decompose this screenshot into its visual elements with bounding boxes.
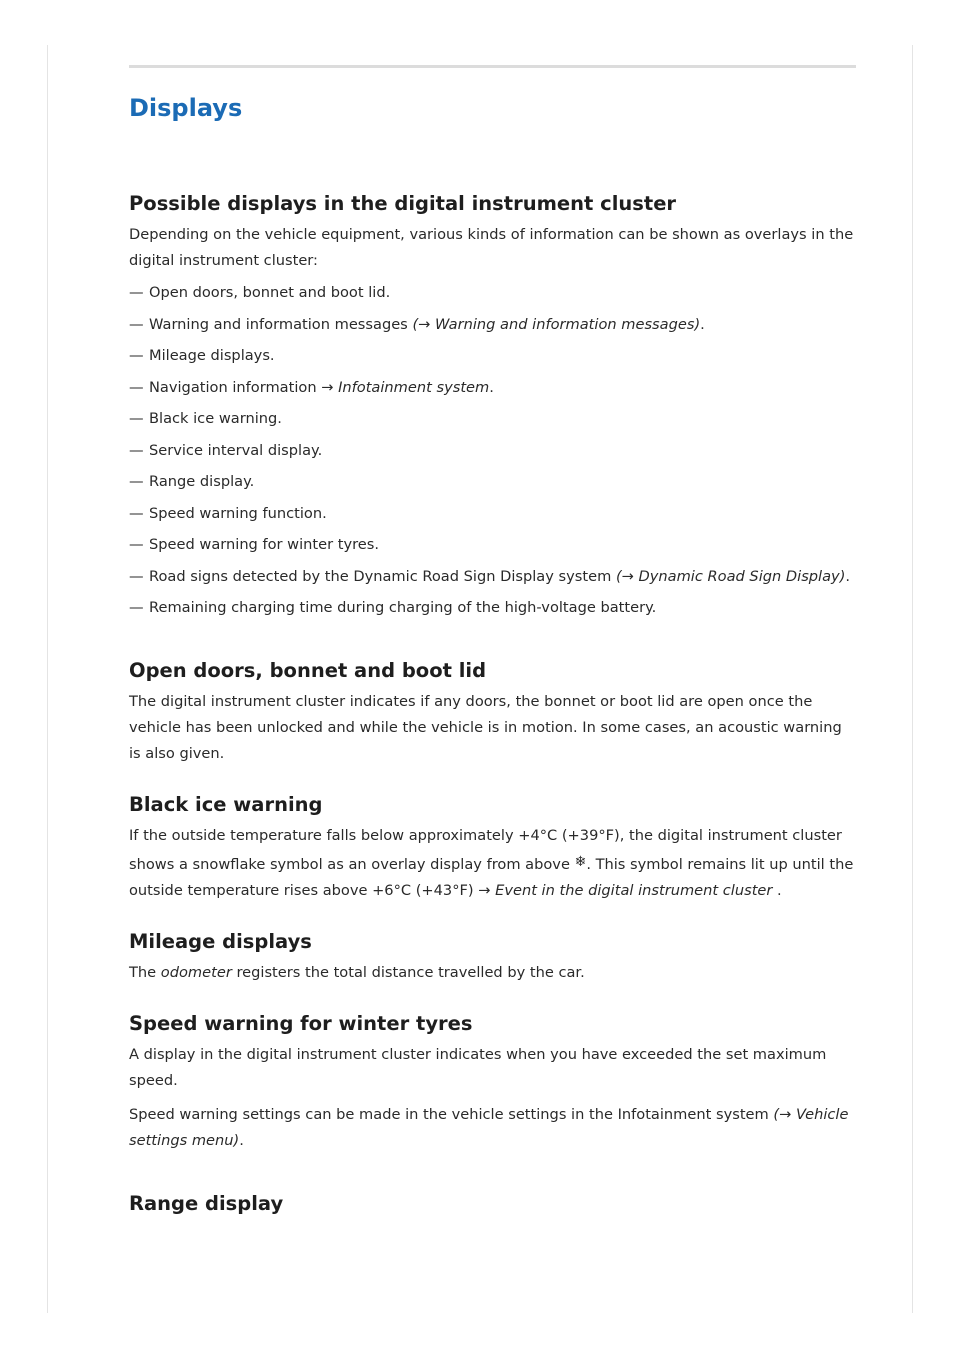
arrow-right-icon: →: [321, 378, 334, 396]
cross-reference-link[interactable]: Warning and information messages): [430, 315, 701, 333]
section-heading: Speed warning for winter tyres: [129, 1012, 473, 1035]
list-dash: —: [129, 504, 144, 522]
section-possible-displays: [129, 190, 856, 621]
list-item-text: Remaining charging time during charging of the high-voltage battery.: [149, 599, 657, 616]
list-item-text: Road signs detected by the Dynamic Road Sign Display system: [149, 567, 616, 585]
right-margin-line: [912, 45, 913, 1313]
cross-reference-link[interactable]: Vehicle settings menu): [129, 1106, 849, 1149]
term-odometer: odometer: [160, 964, 232, 981]
section-heading: Range display: [129, 1192, 284, 1215]
cross-reference-link[interactable]: Infotainment system: [333, 378, 490, 396]
paren: (: [773, 1106, 780, 1123]
list-dash: —: [129, 599, 144, 616]
snowflake-icon: ❄: [574, 854, 587, 870]
list-item: [129, 343, 856, 369]
section-intro: Depending on the vehicle equipment, various kinds of information can be shown as overlays in the digital instrument cluster:: [129, 226, 854, 269]
punctuation: .: [777, 882, 782, 899]
punctuation: .: [845, 567, 851, 585]
body-text: If the outside temperature falls below approximately +4°C (+39°F), the digital instrument cluster shows a snowflake symbol as an overlay display from above: [129, 827, 842, 873]
section-body: The digital instrument cluster indicates if any doors, the bonnet or boot lid are open once the vehicle has been unlocked and while the vehicle is in motion. In some cases, an acoustic warning is also given.: [129, 693, 842, 762]
list-dash: —: [129, 473, 144, 490]
section-heading: Black ice warning: [129, 793, 323, 816]
list-item-text: Range display.: [149, 473, 255, 490]
punctuation: .: [700, 315, 705, 333]
body-text: . This symbol remains lit up until the outside temperature rises above +6°C (+43°F): [129, 856, 854, 899]
arrow-right-icon: →: [478, 882, 491, 899]
section-winter-tyres: [129, 1010, 856, 1154]
list-item: [129, 501, 856, 527]
list-item: [129, 438, 856, 464]
list-item: [129, 406, 856, 432]
body-text: The: [129, 964, 161, 981]
list-item-text: Black ice warning.: [149, 410, 282, 427]
list-item-text: Service interval display.: [149, 441, 323, 459]
left-margin-line: [47, 45, 48, 1313]
top-rule: [129, 65, 856, 68]
cross-reference-link[interactable]: Event in the digital instrument cluster: [490, 882, 778, 899]
section-body: [129, 823, 856, 904]
arrow-right-icon: →: [621, 567, 634, 585]
list-item: [129, 532, 856, 558]
list-item: [129, 564, 856, 590]
list-item-text: Mileage displays.: [149, 347, 275, 364]
page-title: Displays: [129, 94, 243, 122]
list-item-text: Warning and information messages: [149, 315, 413, 333]
list-dash: —: [129, 567, 144, 585]
section-heading: Mileage displays: [129, 930, 312, 953]
section-body: [129, 960, 856, 986]
paren: (: [412, 315, 419, 333]
list-dash: —: [129, 536, 144, 553]
list-item: [129, 375, 856, 401]
list-item: [129, 312, 856, 338]
section-mileage: [129, 928, 856, 986]
list-dash: —: [129, 347, 144, 364]
paren: (: [615, 567, 622, 585]
cross-reference-link[interactable]: Dynamic Road Sign Display): [633, 567, 846, 585]
section-body: A display in the digital instrument cluster indicates when you have exceeded the set maximum speed.: [129, 1046, 827, 1089]
display-list: [129, 280, 856, 621]
section-heading: Possible displays in the digital instrument cluster: [129, 192, 677, 215]
list-dash: —: [129, 441, 144, 459]
section-body: [129, 1102, 856, 1154]
list-item-text: Speed warning for winter tyres.: [149, 536, 380, 553]
list-item-text: Open doors, bonnet and boot lid.: [149, 284, 391, 301]
list-item: [129, 595, 856, 621]
list-dash: —: [129, 410, 144, 427]
page-content: [129, 88, 856, 1218]
section-open-doors: [129, 657, 856, 767]
section-heading: Open doors, bonnet and boot lid: [129, 659, 487, 682]
section-range-display: [129, 1190, 856, 1218]
list-dash: —: [129, 284, 144, 301]
list-item-text: Speed warning function.: [149, 504, 327, 522]
list-item: [129, 280, 856, 306]
body-text: registers the total distance travelled by the car.: [231, 964, 585, 981]
list-item-text: Navigation information: [149, 378, 322, 396]
punctuation: .: [489, 378, 494, 396]
list-item: [129, 469, 856, 495]
list-dash: —: [129, 378, 144, 396]
list-dash: —: [129, 315, 144, 333]
arrow-right-icon: →: [779, 1106, 792, 1123]
punctuation: .: [239, 1132, 244, 1149]
body-text: Speed warning settings can be made in the vehicle settings in the Infotainment system: [129, 1106, 774, 1123]
section-black-ice: [129, 791, 856, 904]
arrow-right-icon: →: [418, 315, 431, 333]
